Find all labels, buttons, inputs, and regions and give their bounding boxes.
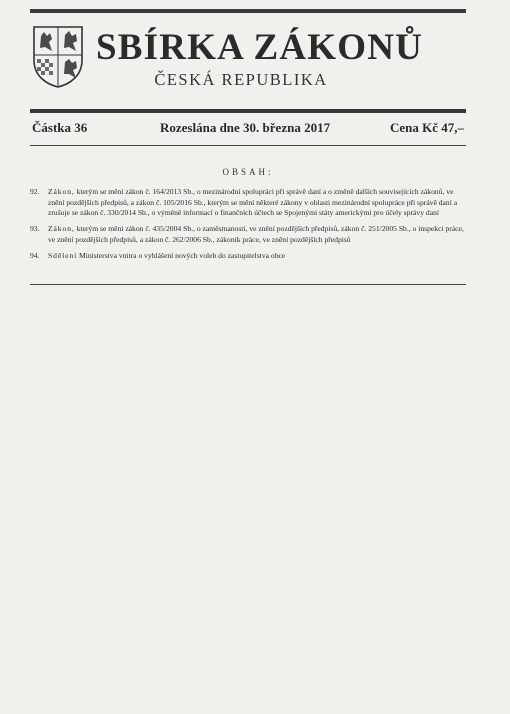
entry-kind: Zákon, [48, 187, 75, 196]
header-rule [30, 109, 466, 113]
coat-of-arms-icon [31, 24, 85, 88]
contents-entry [30, 187, 466, 219]
contents-entry [30, 251, 466, 262]
gazette-title: SBÍRKA ZÁKONŮ [96, 27, 424, 68]
contents-end-rule [30, 284, 466, 285]
entry-text: Ministerstva vnitra o vyhlášení nových voleb do zastupitelstva obce [77, 250, 286, 260]
top-rule [30, 9, 466, 13]
gazette-subtitle: ČESKÁ REPUBLIKA [154, 70, 328, 89]
entry-text: kterým se mění zákon č. 435/2004 Sb., o zaměstnanosti, ve znění pozdějších předpisů, zákon č. 251/2005 Sb., o inspekci práce, ve znění pozdějších předpisů, a zákon č. 262/2006 Sb., zákoník práce, ve znění pozdějších předpisů [48, 224, 464, 244]
entry-number: 93. [30, 224, 40, 234]
contents-entry [30, 224, 466, 245]
contents-heading: OBSAH: [222, 167, 274, 177]
issue-rule [30, 145, 466, 146]
entry-number: 92. [30, 187, 40, 196]
entry-kind: Zákon, [48, 224, 75, 234]
issue-price: Cena Kč 47,– [389, 120, 464, 135]
entry-kind: Sdělení [48, 250, 78, 260]
issue-info-bar [30, 120, 466, 138]
entry-number: 94. [30, 250, 40, 260]
issue-date: Rozeslána dne 30. března 2017 [160, 120, 331, 135]
issue-part: Částka 36 [32, 120, 88, 135]
entry-text: kterým se mění zákon č. 164/2013 Sb., o mezinárodní spolupráci při správě daní a o změně dalších souvisejících zákonů, ve znění pozdějších předpisů, a zákon č. 105/2016 Sb., kterým se mění některé zákony v oblasti mezinárodní spolupráce při správě daní a zrušuje se zákon č. 330/2014 Sb., o výměně informací o finančních účtech se Spojenými státy americkými pro účely správy daní [48, 187, 458, 218]
contents-list [30, 187, 466, 266]
